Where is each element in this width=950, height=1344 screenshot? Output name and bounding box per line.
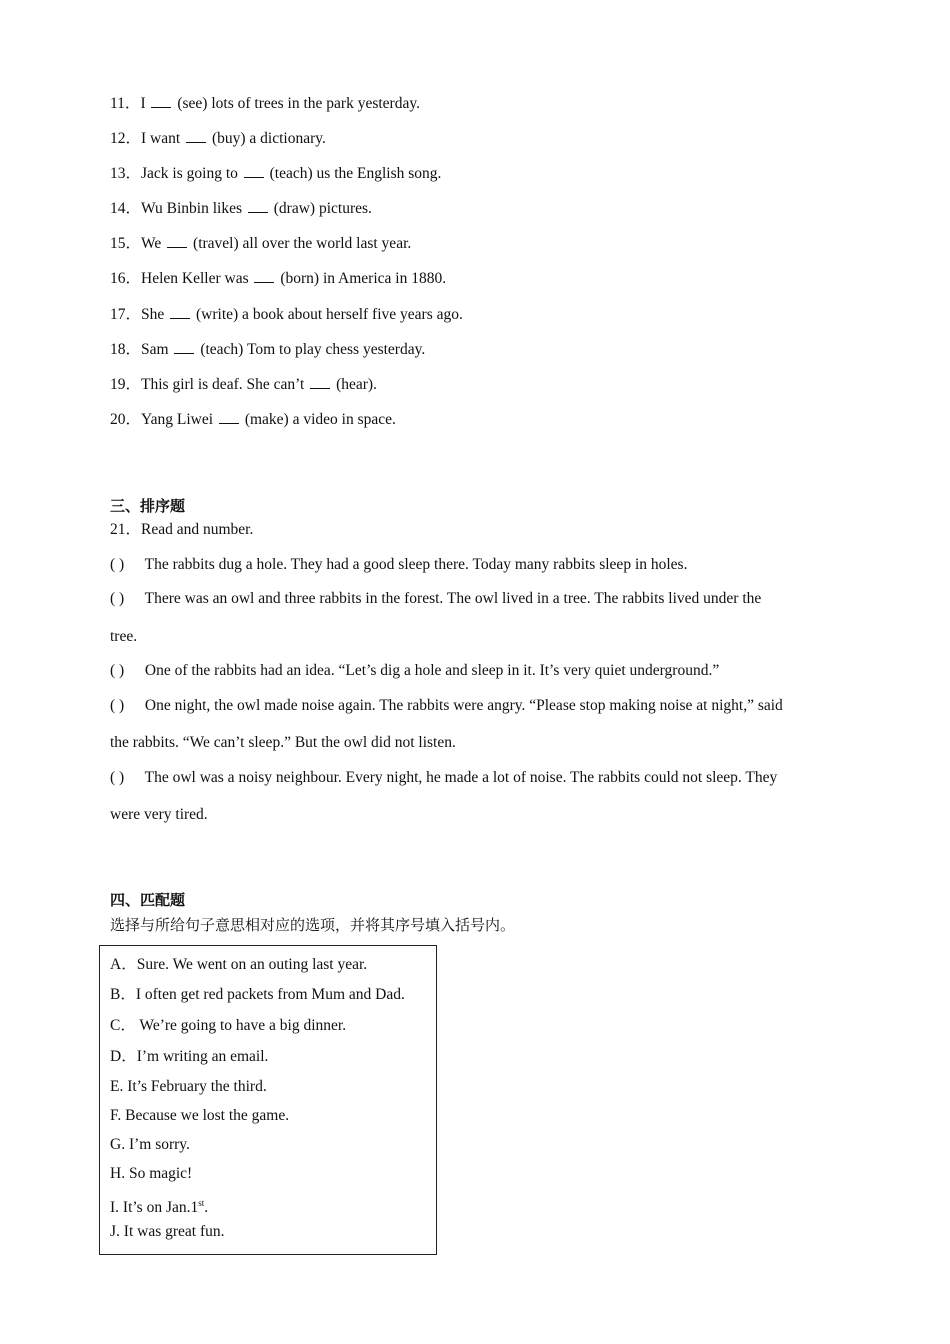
option-e: E. It’s February the third.	[110, 1078, 267, 1095]
ordering-item-1: ( ) The rabbits dug a hole. They had a good sleep there. Today many rabbits sleep in holes.	[110, 556, 688, 573]
answer-blank[interactable]	[186, 129, 206, 143]
ordering-item-5-cont: were very tired.	[110, 806, 208, 823]
option-h: H. So magic!	[110, 1165, 193, 1182]
question-21-prompt: 21．Read and number.	[110, 521, 254, 538]
option-c: C． We’re going to have a big dinner.	[110, 1017, 347, 1034]
answer-paren[interactable]: ( )	[110, 556, 125, 573]
question-14: 14．Wu Binbin likes (draw) pictures.	[110, 200, 372, 217]
answer-paren[interactable]: ( )	[110, 769, 125, 786]
answer-blank[interactable]	[219, 410, 239, 424]
option-g: G. I’m sorry.	[110, 1136, 190, 1153]
ordering-item-2: ( ) There was an owl and three rabbits in the forest. The owl lived in a tree. The rabbits lived under the	[110, 590, 762, 607]
ordering-item-3: ( ) One of the rabbits had an idea. “Let’s dig a hole and sleep in it. It’s very quiet underground.”	[110, 662, 720, 679]
option-d: D．I’m writing an email.	[110, 1048, 269, 1065]
option-j: J. It was great fun.	[110, 1223, 225, 1240]
answer-blank[interactable]	[170, 305, 190, 319]
question-13: 13．Jack is going to (teach) us the English song.	[110, 165, 442, 182]
answer-blank[interactable]	[167, 234, 187, 248]
answer-blank[interactable]	[151, 94, 171, 108]
answer-paren[interactable]: ( )	[110, 662, 125, 679]
answer-blank[interactable]	[174, 340, 194, 354]
answer-blank[interactable]	[254, 269, 274, 283]
section-4-heading: 四、匹配题	[110, 891, 186, 909]
answer-blank[interactable]	[248, 199, 268, 213]
option-i: I. It’s on Jan.1st.	[110, 1198, 209, 1217]
question-11: 11．I (see) lots of trees in the park yesterday.	[110, 95, 420, 112]
ordering-item-4: ( ) One night, the owl made noise again. The rabbits were angry. “Please stop making noise at night,” said	[110, 697, 783, 714]
question-12: 12．I want (buy) a dictionary.	[110, 130, 326, 147]
ordering-item-5: ( ) The owl was a noisy neighbour. Every night, he made a lot of noise. The rabbits could not sleep. They	[110, 769, 778, 786]
question-17: 17．She (write) a book about herself five years ago.	[110, 306, 463, 323]
option-b: B．I often get red packets from Mum and Dad.	[110, 986, 405, 1003]
question-19: 19．This girl is deaf. She can’t (hear).	[110, 376, 377, 393]
question-20: 20．Yang Liwei (make) a video in space.	[110, 411, 396, 428]
answer-paren[interactable]: ( )	[110, 590, 125, 607]
question-18: 18．Sam (teach) Tom to play chess yesterday.	[110, 341, 426, 358]
answer-blank[interactable]	[310, 375, 330, 389]
question-16: 16．Helen Keller was (born) in America in 1880.	[110, 270, 447, 287]
answer-paren[interactable]: ( )	[110, 697, 125, 714]
question-15: 15．We (travel) all over the world last year.	[110, 235, 412, 252]
option-f: F. Because we lost the game.	[110, 1107, 290, 1124]
ordering-item-4-cont: the rabbits. “We can’t sleep.” But the owl did not listen.	[110, 734, 456, 751]
answer-blank[interactable]	[244, 164, 264, 178]
section-3-heading: 三、排序题	[110, 497, 186, 515]
section-4-instruction: 选择与所给句子意思相对应的选项，并将其序号填入括号内。	[110, 916, 516, 934]
ordering-item-2-cont: tree.	[110, 628, 138, 645]
option-a: A．Sure. We went on an outing last year.	[110, 956, 368, 973]
options-box	[99, 945, 437, 1255]
